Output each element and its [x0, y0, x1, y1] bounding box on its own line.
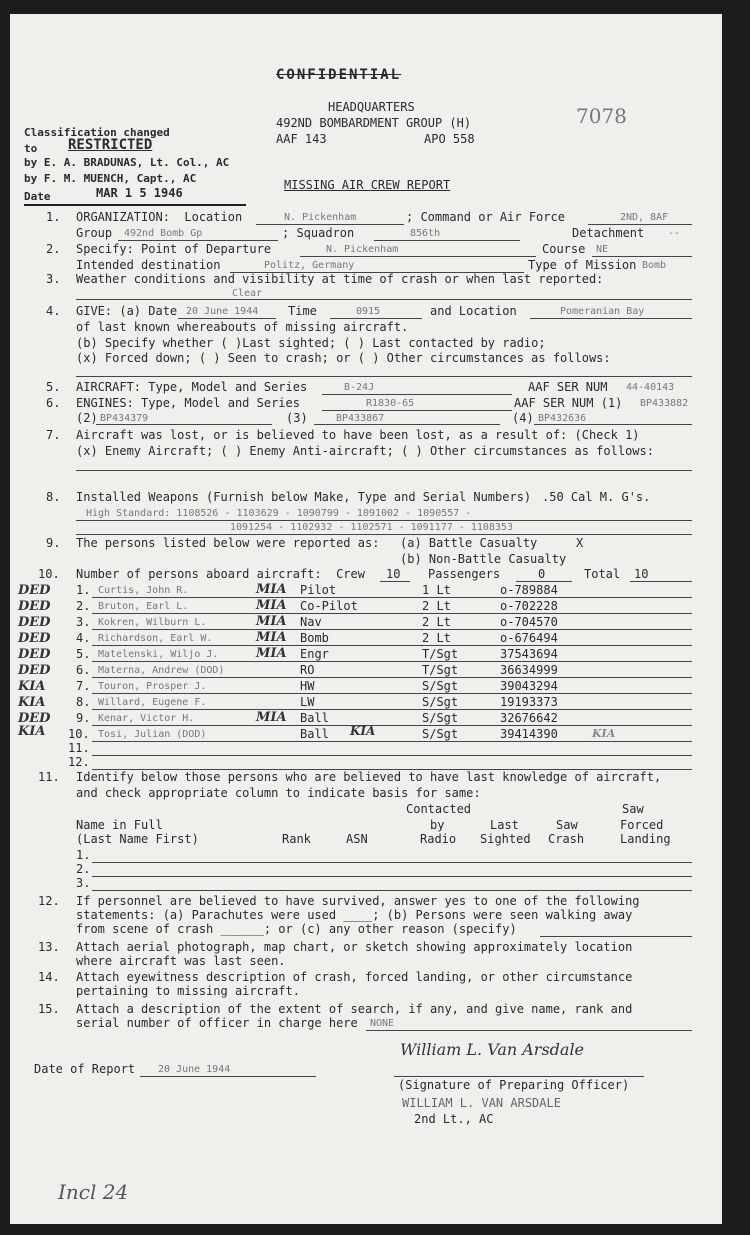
- crew-number: 9.: [76, 711, 91, 725]
- item-10-number: 10.: [38, 567, 60, 581]
- rule: [92, 661, 692, 662]
- item-9-battle: (a) Battle Casualty: [400, 536, 538, 550]
- rule: [92, 862, 692, 863]
- rule: [92, 677, 692, 678]
- crew-name: Touron, Prosper J.: [98, 681, 207, 692]
- report-date: 20 June 1944: [158, 1064, 231, 1075]
- crew-number: 3.: [76, 615, 91, 629]
- crew-asn: 39043294: [500, 679, 558, 693]
- item-9-number: 9.: [46, 536, 61, 550]
- report-title: MISSING AIR CREW REPORT: [284, 178, 451, 192]
- witness-row-3: 3.: [76, 876, 91, 890]
- classification-to-label: to: [24, 142, 38, 155]
- rule: [300, 256, 536, 257]
- officer-rank: 2nd Lt., AC: [414, 1112, 494, 1126]
- crew-asn: o-676494: [500, 631, 558, 645]
- item-1-detachment: --: [668, 228, 681, 239]
- item-15-line-2: serial number of officer in charge here: [76, 1016, 358, 1030]
- crew-mia: MIA: [256, 614, 287, 629]
- item-1-group: 492nd Bomb Gp: [124, 228, 203, 239]
- signature: William L. Van Arsdale: [400, 1040, 585, 1059]
- crew-status: DED: [18, 711, 51, 726]
- item-7-number: 7.: [46, 428, 61, 442]
- rule: [380, 581, 410, 582]
- rule: [92, 693, 692, 694]
- crew-status: DED: [18, 599, 51, 614]
- crew-duty: Nav: [300, 615, 322, 629]
- crew-status: KIA: [18, 695, 46, 710]
- rule: [592, 256, 692, 257]
- rule: [588, 224, 692, 225]
- item-14-number: 14.: [38, 970, 60, 984]
- crew-asn: 19193373: [500, 695, 558, 709]
- item-1-detachment-label: Detachment: [572, 226, 645, 240]
- col-by: by: [430, 818, 445, 832]
- item-12-line-3: from scene of crash ______; or (c) any other reason (specify): [76, 922, 517, 936]
- item-4-location-label: and Location: [430, 304, 517, 318]
- classification-by-1: by E. A. BRADUNAS, Lt. Col., AC: [24, 156, 230, 169]
- item-13-line-1: Attach aerial photograph, map chart, or sketch showing approximately location: [76, 940, 633, 954]
- item-15-line-1: Attach a description of the extent of search, if any, and give name, rank and: [76, 1002, 633, 1016]
- item-6-engine-2-label: (2): [76, 411, 98, 425]
- rule: [92, 709, 692, 710]
- crew-status: KIA: [18, 679, 46, 694]
- crew-asn: 39414390: [500, 727, 558, 741]
- item-1-group-label: Group: [76, 226, 113, 240]
- rule: [92, 645, 692, 646]
- item-13-number: 13.: [38, 940, 60, 954]
- item-1-command-label: ; Command or Air Force: [406, 210, 565, 224]
- item-1-label: ORGANIZATION: Location: [76, 210, 243, 224]
- item-2-label: Specify: Point of Departure: [76, 242, 272, 256]
- item-2-destination-label: Intended destination: [76, 258, 221, 272]
- item-2-destination: Politz, Germany: [264, 260, 355, 271]
- item-12-number: 12.: [38, 894, 60, 908]
- crew-name: Matelenski, Wiljo J.: [98, 649, 219, 660]
- crew-name: Materna, Andrew (DOD): [98, 665, 225, 676]
- item-11-line-2: and check appropriate column to indicate basis for same:: [76, 786, 481, 800]
- item-14-line-2: pertaining to missing aircraft.: [76, 984, 300, 998]
- item-5-number: 5.: [46, 380, 61, 394]
- item-12-line-1: If personnel are believed to have survived, answer yes to one of the following: [76, 894, 640, 908]
- col-asn: ASN: [346, 832, 368, 846]
- rule: [92, 725, 692, 726]
- crew-status: DED: [18, 583, 51, 598]
- item-7-line-2: (x) Enemy Aircraft; ( ) Enemy Anti-aircraft; ( ) Other circumstances as follows:: [76, 444, 654, 458]
- item-6-engine-1: BP433882: [640, 398, 689, 409]
- rule: [314, 424, 500, 425]
- rule: [374, 240, 520, 241]
- item-6-engine-4: BP432636: [538, 413, 587, 424]
- witness-row-2: 2.: [76, 862, 91, 876]
- item-12-line-2: statements: (a) Parachutes were used ____; (b) Persons were seen walking away: [76, 908, 633, 922]
- crew-rank: 2 Lt: [422, 615, 451, 629]
- rule: [322, 394, 512, 395]
- rule: [92, 890, 692, 891]
- item-3-weather: Clear: [232, 288, 263, 299]
- rule: [118, 240, 278, 241]
- item-6-label: ENGINES: Type, Model and Series: [76, 396, 300, 410]
- crew-duty: Ball: [300, 727, 329, 741]
- crew-mia: MIA: [256, 598, 287, 613]
- item-6-engine-2: BP434379: [100, 413, 149, 424]
- col-forced: Forced: [620, 818, 664, 832]
- crew-number: 6.: [76, 663, 91, 677]
- crew-rank: T/Sgt: [422, 663, 459, 677]
- crew-rank: 2 Lt: [422, 631, 451, 645]
- item-5-label: AIRCRAFT: Type, Model and Series: [76, 380, 308, 394]
- apo-number: APO 558: [424, 132, 475, 146]
- rule: [516, 581, 572, 582]
- crew-asn: 37543694: [500, 647, 558, 661]
- crew-number: 1.: [76, 583, 91, 597]
- col-last: Last: [490, 818, 519, 832]
- classification-restricted: RESTRICTED: [68, 137, 153, 153]
- col-contacted: Contacted: [406, 802, 472, 816]
- rule: [540, 936, 692, 937]
- enclosure-note: Incl 24: [58, 1180, 129, 1204]
- item-2-mission: Bomb: [642, 260, 667, 271]
- item-14-line-1: Attach eyewitness description of crash, forced landing, or other circumstance: [76, 970, 633, 984]
- crew-mia: MIA: [256, 582, 287, 597]
- crew-asn: o-704570: [500, 615, 558, 629]
- crew-rank: S/Sgt: [422, 679, 459, 693]
- rule: [92, 613, 692, 614]
- crew-status: DED: [18, 663, 51, 678]
- item-5-model: B-24J: [344, 382, 375, 393]
- rule: [92, 629, 692, 630]
- item-4-line-2: of last known whereabouts of missing aircraft.: [76, 320, 409, 334]
- document-number: 7078: [576, 104, 627, 128]
- rule: [140, 1076, 316, 1077]
- crew-number: 4.: [76, 631, 91, 645]
- crew-rank: T/Sgt: [422, 647, 459, 661]
- crew-mia: MIA: [256, 630, 287, 645]
- item-6-serial-label: AAF SER NUM (1): [514, 396, 623, 410]
- signature-caption: (Signature of Preparing Officer): [398, 1078, 630, 1092]
- rule: [256, 224, 404, 225]
- crew-asn: o-789884: [500, 583, 558, 597]
- item-10-label: Number of persons aboard aircraft: Crew: [76, 567, 365, 581]
- rule: [534, 424, 692, 425]
- crew-status: DED: [18, 631, 51, 646]
- item-10-total: 10: [634, 567, 649, 581]
- rule: [76, 299, 692, 300]
- crew-asn: 32676642: [500, 711, 558, 725]
- item-8-serials-1: High Standard: 1108526 - 1103629 - 1090799 - 1091002 - 1090557 -: [86, 508, 472, 519]
- officer-name: WILLIAM L. VAN ARSDALE: [402, 1096, 561, 1110]
- item-1-location: N. Pickenham: [284, 212, 357, 223]
- item-6-engine-3-label: (3): [286, 411, 308, 425]
- crew-name: Curtis, John R.: [98, 585, 189, 596]
- crew-name: Richardson, Earl W.: [98, 633, 213, 644]
- crew-right-kia: KIA: [592, 727, 616, 740]
- item-2-mission-label: Type of Mission: [528, 258, 637, 272]
- col-crash: Crash: [548, 832, 585, 846]
- crew-name: Kokren, Wilburn L.: [98, 617, 207, 628]
- rule: [630, 581, 692, 582]
- item-4-time-label: Time: [288, 304, 317, 318]
- rule: [76, 534, 692, 535]
- classification-by-2: by F. M. MUENCH, Capt., AC: [24, 172, 197, 185]
- item-3-number: 3.: [46, 272, 61, 286]
- item-9-non-battle: (b) Non-Battle Casualty: [400, 552, 567, 566]
- crew-status: DED: [18, 615, 51, 630]
- col-name-2: (Last Name First): [76, 832, 199, 846]
- item-2-course-label: Course: [542, 242, 586, 256]
- item-4-location: Pomeranian Bay: [560, 306, 645, 317]
- col-landing: Landing: [620, 832, 671, 846]
- crew-duty: RO: [300, 663, 315, 677]
- col-saw: Saw: [556, 818, 578, 832]
- crew-name: Tosi, Julian (DOD): [98, 729, 207, 740]
- crew-rank: S/Sgt: [422, 727, 459, 741]
- crew-rank: S/Sgt: [422, 711, 459, 725]
- crew-number: 8.: [76, 695, 91, 709]
- crew-number: 10.: [68, 727, 90, 741]
- crew-name: Bruton, Earl L.: [98, 601, 189, 612]
- item-5-serial: 44-40143: [626, 382, 675, 393]
- item-1-squadron-label: ; Squadron: [282, 226, 355, 240]
- item-1-number: 1.: [46, 210, 61, 224]
- item-7-line-1: Aircraft was lost, or is believed to have been lost, as a result of: (Check 1): [76, 428, 640, 442]
- confidential-stamp: CONFIDENTIAL: [276, 67, 402, 83]
- item-2-course: NE: [596, 244, 609, 255]
- item-11-number: 11.: [38, 770, 60, 784]
- crew-duty: HW: [300, 679, 315, 693]
- item-4-line-4: (x) Forced down; ( ) Seen to crash; or ( ) Other circumstances as follows:: [76, 351, 611, 365]
- item-10-crew: 10: [386, 567, 401, 581]
- classification-changed: Classification changed: [24, 126, 170, 139]
- item-3-label: Weather conditions and visibility at time of crash or when last reported:: [76, 272, 604, 286]
- crew-asn: o-702228: [500, 599, 558, 613]
- rule: [92, 876, 692, 877]
- crew-status: KIA: [18, 724, 46, 739]
- witness-row-1: 1.: [76, 848, 91, 862]
- item-15-number: 15.: [38, 1002, 60, 1016]
- crew-rank: 1 Lt: [422, 583, 451, 597]
- item-15-officer: NONE: [370, 1018, 395, 1029]
- item-8-label: Installed Weapons (Furnish below Make, Type and Serial Numbers): [76, 490, 532, 504]
- col-radio: Radio: [420, 832, 457, 846]
- item-6-engine-3: BP433867: [336, 413, 385, 424]
- crew-number-11: 11.: [68, 741, 90, 755]
- rule: [92, 755, 692, 756]
- crew-duty: Engr: [300, 647, 329, 661]
- crew-duty: Co-Pilot: [300, 599, 358, 613]
- crew-rank: 2 Lt: [422, 599, 451, 613]
- rule: [76, 520, 692, 521]
- item-4-date: 20 June 1944: [186, 306, 259, 317]
- col-sighted: Sighted: [480, 832, 531, 846]
- item-1-squadron: 856th: [410, 228, 441, 239]
- crew-status: DED: [18, 647, 51, 662]
- item-5-serial-label: AAF SER NUM: [528, 380, 608, 394]
- classification-date-label: Date: [24, 190, 51, 203]
- group-heading: 492ND BOMBARDMENT GROUP (H): [276, 116, 472, 130]
- item-1-command: 2ND, 8AF: [620, 212, 669, 223]
- crew-name: Kenar, Victor H.: [98, 713, 195, 724]
- crew-duty: Pilot: [300, 583, 337, 597]
- item-10-total-label: Total: [584, 567, 621, 581]
- classification-rule: [24, 204, 246, 206]
- col-name: Name in Full: [76, 818, 163, 832]
- col-saw-forced: Saw: [622, 802, 644, 816]
- col-rank: Rank: [282, 832, 311, 846]
- rule: [96, 424, 272, 425]
- rule: [92, 741, 692, 742]
- hq-heading: HEADQUARTERS: [328, 100, 415, 114]
- item-6-number: 6.: [46, 396, 61, 410]
- crew-mia: MIA: [256, 710, 287, 725]
- item-2-number: 2.: [46, 242, 61, 256]
- crew-asn: 36634999: [500, 663, 558, 677]
- rule: [330, 318, 422, 319]
- rule: [322, 410, 512, 411]
- rule: [366, 1030, 692, 1031]
- rule: [394, 1076, 644, 1077]
- rule: [92, 597, 692, 598]
- crew-number-12: 12.: [68, 755, 90, 769]
- crew-rank: S/Sgt: [422, 695, 459, 709]
- item-10-passengers: 0: [538, 567, 546, 581]
- crew-number: 2.: [76, 599, 91, 613]
- item-8-number: 8.: [46, 490, 61, 504]
- crew-duty: LW: [300, 695, 315, 709]
- item-6-model: R1830-65: [366, 398, 415, 409]
- item-4-label: GIVE: (a) Date: [76, 304, 178, 318]
- item-6-engine-4-label: (4): [512, 411, 534, 425]
- rule: [76, 376, 692, 377]
- crew-mia: MIA: [256, 646, 287, 661]
- item-8-weapon-type: .50 Cal M. G's.: [542, 490, 651, 504]
- item-4-number: 4.: [46, 304, 61, 318]
- item-9-label: The persons listed below were reported as:: [76, 536, 380, 550]
- item-4-time: 0915: [356, 306, 381, 317]
- crew-number: 7.: [76, 679, 91, 693]
- crew-duty: Ball: [300, 711, 329, 725]
- rule: [178, 318, 276, 319]
- item-9-battle-mark: X: [576, 536, 584, 550]
- rule: [76, 470, 692, 471]
- report-date-label: Date of Report: [34, 1062, 136, 1076]
- item-8-serials-2: 1091254 - 1102932 - 1102571 - 1091177 - 1108353: [230, 522, 513, 533]
- crew-duty: Bomb: [300, 631, 329, 645]
- aaf-number: AAF 143: [276, 132, 327, 146]
- crew-number: 5.: [76, 647, 91, 661]
- crew-kia-note: KIA: [350, 724, 376, 738]
- classification-date: MAR 1 5 1946: [96, 186, 183, 200]
- item-4-line-3: (b) Specify whether ( )Last sighted; ( ) Last contacted by radio;: [76, 336, 546, 350]
- item-10-passengers-label: Passengers: [428, 567, 501, 581]
- rule: [530, 318, 692, 319]
- item-13-line-2: where aircraft was last seen.: [76, 954, 286, 968]
- item-11-line-1: Identify below those persons who are believed to have last knowledge of aircraft,: [76, 770, 662, 784]
- item-2-departure: N. Pickenham: [326, 244, 399, 255]
- crew-name: Willard, Eugene F.: [98, 697, 207, 708]
